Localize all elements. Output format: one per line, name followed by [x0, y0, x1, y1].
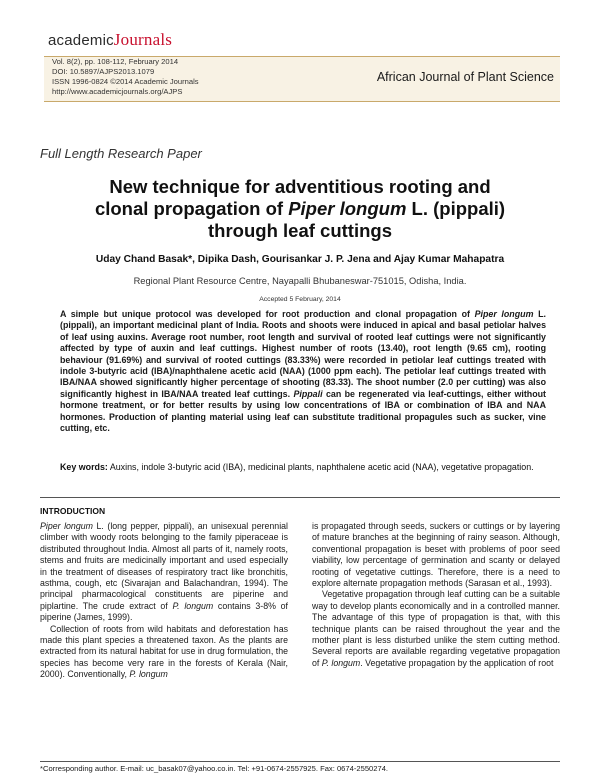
abstract-species-2: Pippali — [293, 388, 323, 399]
intro-column-right — [312, 521, 560, 669]
paper-title — [60, 176, 540, 242]
introduction-heading: INTRODUCTION — [40, 506, 106, 516]
abstract-species-1: Piper longum — [474, 309, 534, 319]
authors: Uday Chand Basak*, Dipika Dash, Gourisankar J. P. Jena and Ajay Kumar Mahapatra — [95, 254, 505, 265]
intro-paragraph-3: is propagated through seeds, suckers or cuttings or by layering of mature branches at the beginning of rainy season. Although, conventional propagation is beset with problems of poor seed viability, low percentage of germination and scanty or delayed rooting of vegetative cuttings. Therefore, there is a need to explore alternate propagation methods (Sarasan et al., 1993). — [312, 521, 560, 589]
intro-text: Vegetative propagation through leaf cutting can be a suitable way to develop plants economically and in a controlled manner. The advantage of this type of propagation is that, with this technique plants can be raised throughout the year and the mother plant is less disturbed unlike the stem cutting method. Several reports are available regarding vegetative propagation of — [312, 589, 560, 668]
footnote-divider — [40, 761, 560, 762]
title-line-3: through leaf cuttings — [208, 220, 392, 241]
abstract — [60, 309, 546, 434]
paper-type: Full Length Research Paper — [40, 146, 202, 161]
publisher-logo-suffix: Journals — [113, 30, 173, 49]
species-name: P. longum — [321, 657, 361, 668]
keywords-text: Auxins, indole 3-butyric acid (IBA), medicinal plants, naphthalene acetic acid (NAA), vegetative propagation. — [109, 462, 534, 472]
citation-volume: Vol. 8(2), pp. 108-112, February 2014 — [52, 57, 179, 66]
abstract-part-3: can be regenerated via leaf-cuttings, either without hormone treatment, or for better results by using low concentrations of IBA or combination of IBA and NAA hormones. Production of planting material using leaf can substitute traditional propagules such as sucker, vine cutting, etc. — [60, 388, 546, 434]
intro-text: Collection of roots from wild habitats and deforestation has made this plant species a threatened taxon. As the plants are extracted from its natural habitat for use in drug formulation, the species has become very rare in the forests of Kerala (Nair, 2000). Conventionally, — [40, 623, 288, 680]
publisher-logo-prefix: academic — [48, 32, 114, 49]
species-name: P. longum — [129, 669, 168, 680]
intro-text: L. (long pepper, pippali), an unisexual perennial climber with woody roots belonging to the family piperaceae is distributed throughout India. Almost all parts of it, namely roots, stems and fruits are medicinally important and used especially in the treatment of diseases of respiratory tract like bronchitis, asthma, cough, etc (Sivarajan and Balachandran, 1994). The principal pharmacological constituents are piperine and piplartine. The crude extract of — [40, 521, 288, 611]
section-divider — [40, 497, 560, 498]
affiliation: Regional Plant Resource Centre, Nayapalli Bhubaneswar-751015, Odisha, India. — [133, 276, 467, 286]
title-line-2-post: L. (pippali) — [406, 198, 506, 219]
abstract-part-2: L. (pippali), an important medicinal plant of India. Roots and shoots were induced in apical and basal petiolar halves of leaf using auxins. Average root number, root length and survival of rooted leaf cuttings were not significantly affected by type of auxin and leaf cuttings. Highest number of roots (13.40), root length (9.65 cm), rooting behaviour (91.69%) and survival of rooted cuttings (83.33%) were recorded in petiolar leaf cuttings treated with indole 3-butyric acid (IBA)/naphthalene acetic acid (NAA) (1000 ppm each). The petiolar leaf cuttings treated with IBA/NAA showed significantly higher percentage of shooting (83.33). The shoot number (2.0 per cutting) was also significantly highest in IBA/NAA treated leaf cuttings. — [60, 309, 546, 399]
title-species: Piper longum — [288, 198, 407, 219]
intro-paragraph-4 — [312, 589, 560, 669]
title-line-2-pre: clonal propagation of — [94, 198, 289, 219]
species-name: P. longum — [172, 600, 214, 611]
keywords-label: Key words: — [60, 462, 108, 472]
intro-paragraph-2 — [40, 624, 288, 681]
keywords — [60, 462, 546, 473]
intro-column-left — [40, 521, 288, 681]
accepted-date: Accepted 5 February, 2014 — [259, 296, 341, 303]
citation-issn: ISSN 1996-0824 ©2014 Academic Journals — [52, 77, 199, 86]
title-line-2 — [60, 198, 540, 220]
intro-text: . Vegetative propagation by the application of root — [360, 657, 554, 668]
citation-url[interactable]: http://www.academicjournals.org/AJPS — [52, 87, 183, 96]
citation-block — [52, 57, 199, 97]
species-name: Piper longum — [40, 521, 93, 531]
journal-name: African Journal of Plant Science — [376, 70, 554, 84]
publisher-logo — [48, 30, 172, 50]
intro-text: contains 3-8% of piperine (James, 1999). — [40, 600, 288, 623]
citation-doi[interactable]: DOI: 10.5897/AJPS2013.1079 — [52, 67, 155, 76]
abstract-part-1: A simple but unique protocol was developed for root production and clonal propagation of — [60, 309, 475, 319]
corresponding-author-footnote: *Corresponding author. E-mail: uc_basak07@yahoo.co.in. Tel: +91-0674-2557925. Fax: 0674-2550274. — [40, 764, 389, 773]
title-line-1: New technique for adventitious rooting and — [109, 176, 491, 197]
intro-paragraph-1 — [40, 521, 288, 624]
